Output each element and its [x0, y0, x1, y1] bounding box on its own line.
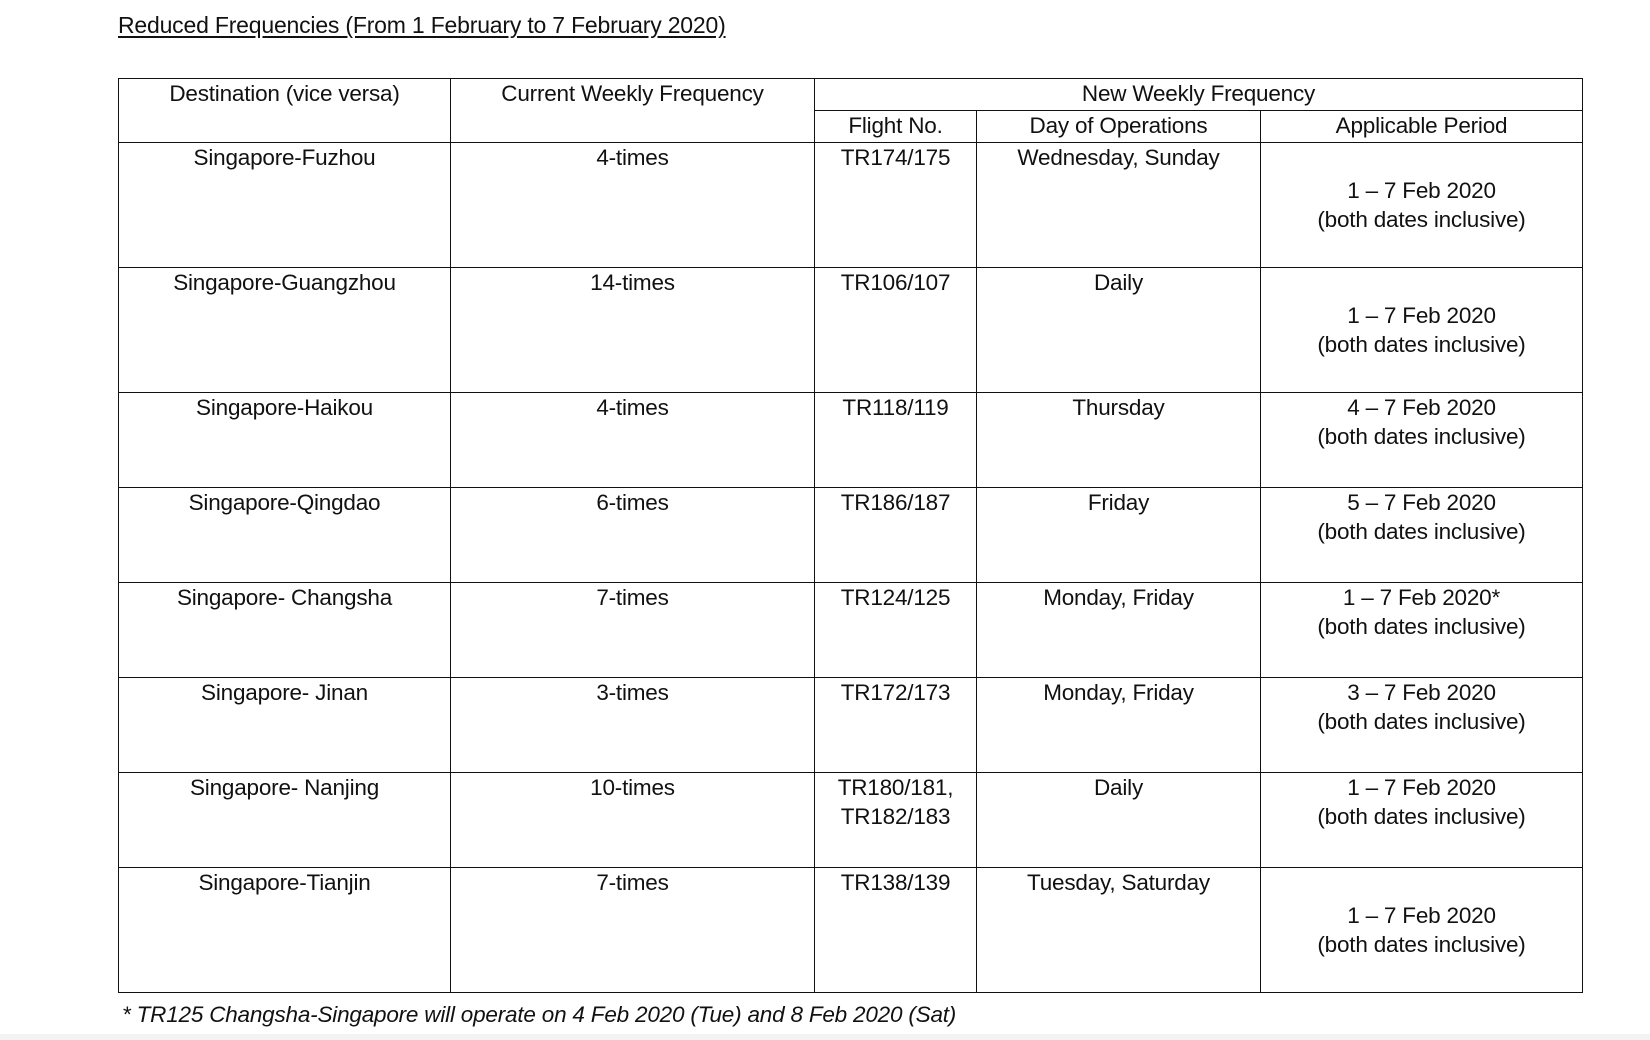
- cell-day-of-operations: Friday: [977, 488, 1261, 583]
- flight-no-line: TR174/175: [840, 145, 951, 170]
- cell-day-of-operations: Wednesday, Sunday: [977, 143, 1261, 268]
- footnote: * TR125 Changsha-Singapore will operate on 4 Feb 2020 (Tue) and 8 Feb 2020 (Sat): [122, 1002, 957, 1027]
- cell-current-frequency: 14-times: [451, 268, 815, 393]
- cell-flight-no: [815, 583, 977, 678]
- period-note: (both dates inclusive): [1317, 519, 1526, 544]
- cell-destination: Singapore-Qingdao: [119, 488, 451, 583]
- cell-flight-no: [815, 773, 977, 868]
- header-applicable-period: Applicable Period: [1261, 111, 1583, 143]
- cell-day-of-operations: Daily: [977, 268, 1261, 393]
- flight-no-line: TR180/181,: [837, 775, 954, 800]
- cell-destination: Singapore- Changsha: [119, 583, 451, 678]
- cell-applicable-period: [1261, 583, 1583, 678]
- header-flight-no: Flight No.: [815, 111, 977, 143]
- cell-day-of-operations: Thursday: [977, 393, 1261, 488]
- table-row: [119, 488, 1583, 583]
- cell-destination: Singapore-Haikou: [119, 393, 451, 488]
- table-row: [119, 868, 1583, 993]
- period-note: (both dates inclusive): [1317, 424, 1526, 449]
- cell-current-frequency: 7-times: [451, 583, 815, 678]
- cell-applicable-period: [1261, 143, 1583, 268]
- flight-no-line: TR172/173: [840, 680, 951, 705]
- period-range: 1 – 7 Feb 2020: [1347, 903, 1496, 928]
- header-current-frequency: Current Weekly Frequency: [451, 79, 815, 143]
- cell-applicable-period: [1261, 268, 1583, 393]
- period-range: 4 – 7 Feb 2020: [1347, 395, 1496, 420]
- cell-flight-no: [815, 868, 977, 993]
- flight-no-line: TR118/119: [842, 395, 949, 420]
- flight-no-line: TR106/107: [840, 270, 951, 295]
- cell-destination: Singapore- Nanjing: [119, 773, 451, 868]
- cell-current-frequency: 4-times: [451, 393, 815, 488]
- table-row: [119, 268, 1583, 393]
- cell-flight-no: [815, 268, 977, 393]
- header-destination: Destination (vice versa): [119, 79, 451, 143]
- period-note: (both dates inclusive): [1317, 614, 1526, 639]
- cell-current-frequency: 6-times: [451, 488, 815, 583]
- table-row: [119, 583, 1583, 678]
- cell-applicable-period: [1261, 488, 1583, 583]
- period-range: 1 – 7 Feb 2020*: [1342, 585, 1501, 610]
- period-note: (both dates inclusive): [1317, 932, 1526, 957]
- period-note: (both dates inclusive): [1317, 804, 1526, 829]
- cell-applicable-period: [1261, 393, 1583, 488]
- flight-no-line: TR186/187: [840, 490, 951, 515]
- cell-day-of-operations: Monday, Friday: [977, 583, 1261, 678]
- period-note: (both dates inclusive): [1317, 207, 1526, 232]
- flight-no-line: TR124/125: [840, 585, 951, 610]
- period-note: (both dates inclusive): [1317, 332, 1526, 357]
- document-title: Reduced Frequencies (From 1 February to 7 February 2020): [118, 12, 726, 38]
- table-header-row: [119, 79, 1583, 111]
- header-day-of-operations: Day of Operations: [977, 111, 1261, 143]
- cell-destination: Singapore-Fuzhou: [119, 143, 451, 268]
- frequency-table: [118, 78, 1583, 993]
- cell-destination: Singapore-Guangzhou: [119, 268, 451, 393]
- period-range: 3 – 7 Feb 2020: [1347, 680, 1496, 705]
- period-range: 1 – 7 Feb 2020: [1347, 775, 1496, 800]
- cell-flight-no: [815, 143, 977, 268]
- cell-current-frequency: 7-times: [451, 868, 815, 993]
- page-bottom-edge: [0, 1034, 1650, 1040]
- cell-day-of-operations: Daily: [977, 773, 1261, 868]
- cell-day-of-operations: Tuesday, Saturday: [977, 868, 1261, 993]
- cell-current-frequency: 10-times: [451, 773, 815, 868]
- flight-no-line: TR138/139: [840, 870, 951, 895]
- table-row: [119, 393, 1583, 488]
- cell-destination: Singapore-Tianjin: [119, 868, 451, 993]
- cell-flight-no: [815, 678, 977, 773]
- period-range: 5 – 7 Feb 2020: [1347, 490, 1496, 515]
- cell-current-frequency: 4-times: [451, 143, 815, 268]
- cell-applicable-period: [1261, 868, 1583, 993]
- period-note: (both dates inclusive): [1317, 709, 1526, 734]
- cell-applicable-period: [1261, 678, 1583, 773]
- cell-flight-no: [815, 393, 977, 488]
- cell-day-of-operations: Monday, Friday: [977, 678, 1261, 773]
- table-row: [119, 773, 1583, 868]
- cell-current-frequency: 3-times: [451, 678, 815, 773]
- table-row: [119, 678, 1583, 773]
- cell-destination: Singapore- Jinan: [119, 678, 451, 773]
- header-new-frequency: New Weekly Frequency: [815, 79, 1583, 111]
- period-range: 1 – 7 Feb 2020: [1347, 178, 1496, 203]
- cell-applicable-period: [1261, 773, 1583, 868]
- flight-no-line: TR182/183: [840, 804, 951, 829]
- cell-flight-no: [815, 488, 977, 583]
- period-range: 1 – 7 Feb 2020: [1347, 303, 1496, 328]
- table-row: [119, 143, 1583, 268]
